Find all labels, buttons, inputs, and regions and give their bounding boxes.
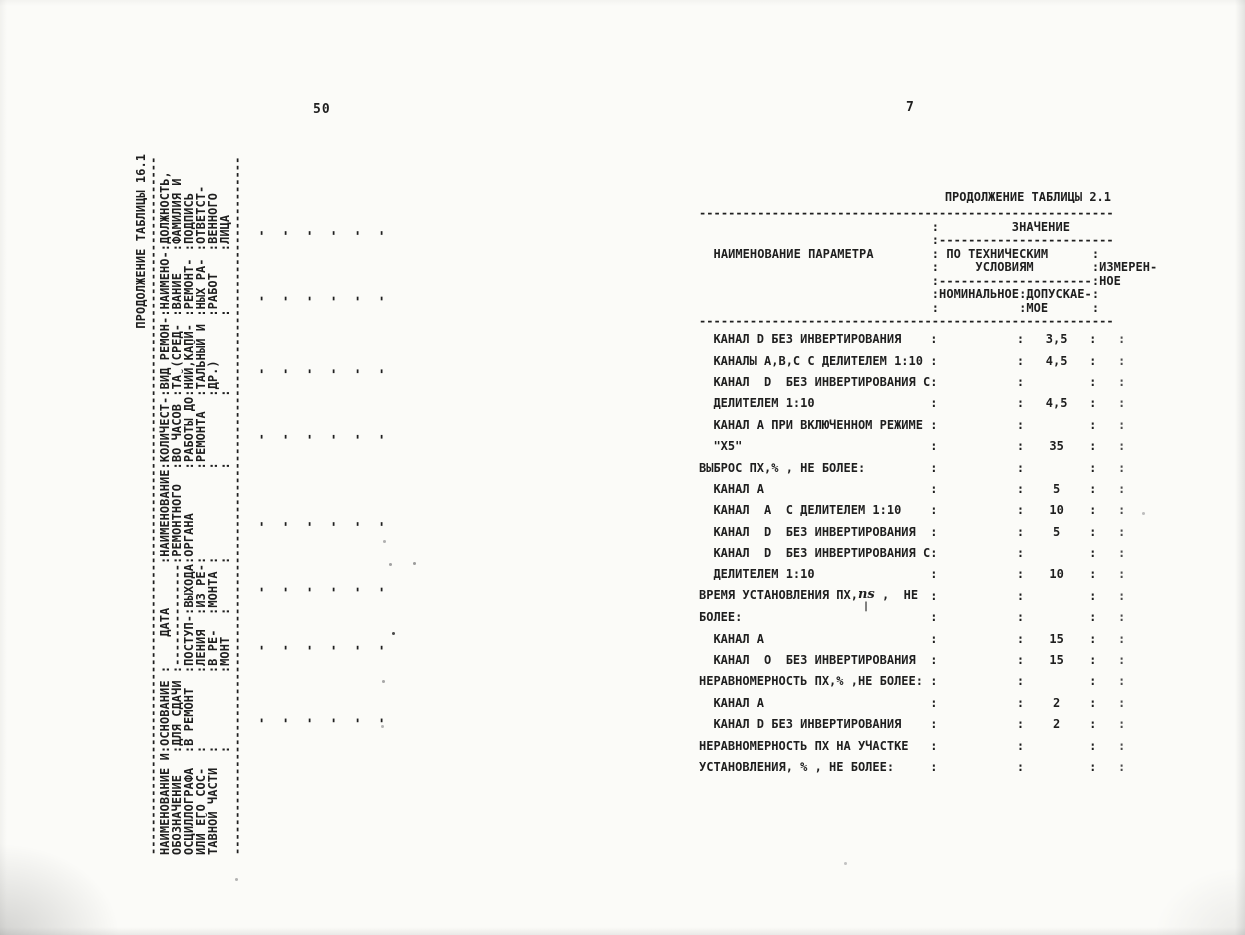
- table-row: [699, 756, 1157, 777]
- cell-parameter-name: [699, 418, 930, 432]
- parameter-name-text: ВРЕМЯ УСТАНОВЛЕНИЯ ПХ,: [699, 588, 858, 603]
- left-table-line: : :МОНТ : : : : : :ЛИЦА: [218, 214, 232, 855]
- parameter-name-text: КАНАЛЫ А,В,С С ДЕЛИТЕЛЕМ 1:10: [699, 353, 923, 368]
- column-separator: :: [1016, 524, 1025, 539]
- table-row: [699, 542, 1157, 563]
- column-separator: :: [930, 695, 938, 710]
- cell-allowed-value: 35: [1049, 439, 1064, 454]
- column-separator: :: [1016, 760, 1025, 774]
- column-separator: :: [1118, 439, 1126, 454]
- column-separator: :: [1089, 396, 1097, 411]
- table-row: [699, 435, 1157, 456]
- table-row: [699, 521, 1157, 542]
- column-separator: :: [1118, 332, 1126, 347]
- right-table-header-line: ---------------------------------------------------------: [699, 206, 1114, 220]
- cell-parameter-name: [699, 760, 930, 774]
- column-separator: :: [930, 738, 938, 753]
- cell-parameter-name: [699, 503, 930, 517]
- table-row: [699, 564, 1157, 585]
- left-table-line: - - - - - - - -: [254, 229, 268, 855]
- right-table-rows: [699, 329, 1157, 778]
- cell-parameter-name: [699, 525, 930, 539]
- cell-allowed-value: 5: [1053, 481, 1061, 496]
- left-table-line: - - - - - - - -: [350, 229, 364, 855]
- parameter-name-text: КАНАЛ D БЕЗ ИНВЕРТИРОВАНИЯ С: [699, 546, 931, 561]
- cell-parameter-name: [699, 739, 930, 753]
- column-separator: :: [1016, 610, 1025, 625]
- cell-parameter-name: [699, 354, 930, 368]
- column-separator: :: [1118, 631, 1126, 646]
- parameter-name-text: КАНАЛ А С ДЕЛИТЕЛЕМ 1:10: [699, 503, 902, 518]
- column-separator: :: [1118, 674, 1126, 689]
- parameter-name-text: КАНАЛ D БЕЗ ИНВЕРТИРОВАНИЯ: [699, 524, 916, 539]
- cell-parameter-name: [699, 674, 930, 688]
- column-separator: :: [1016, 481, 1025, 496]
- left-table-title: ПРОДОЛЖЕНИЕ ТАБЛИЦЫ 16.1: [134, 154, 148, 329]
- column-separator: :: [1118, 353, 1126, 368]
- right-table-header-line: :------------------------: [699, 233, 1114, 247]
- right-table-header-line: :---------------------:НОЕ: [699, 273, 1121, 288]
- column-separator: :: [930, 460, 938, 475]
- column-separator: :: [930, 503, 938, 518]
- column-separator: :: [1016, 674, 1025, 689]
- column-separator: :: [1016, 695, 1025, 710]
- column-separator: :: [930, 481, 938, 496]
- cell-parameter-name: [699, 632, 930, 646]
- column-separator: :: [1089, 588, 1097, 603]
- column-separator: :: [930, 546, 938, 561]
- column-separator: :: [1016, 460, 1025, 475]
- cell-allowed-value: 2: [1053, 717, 1061, 732]
- column-separator: :: [1016, 374, 1025, 389]
- column-separator: :: [1118, 481, 1126, 496]
- parameter-name-text: КАНАЛ D БЕЗ ИНВЕРТИРОВАНИЯ С: [699, 374, 931, 389]
- parameter-name-text: НЕРАВНОМЕРНОСТЬ ПХ,% ,НЕ БОЛЕЕ:: [699, 674, 923, 689]
- column-separator: :: [1089, 546, 1097, 561]
- parameter-name-text: НЕРАВНОМЕРНОСТЬ ПХ НА УЧАСТКЕ: [699, 738, 909, 753]
- table-row: [699, 393, 1157, 414]
- column-separator: :: [1118, 524, 1126, 539]
- right-table-header-line: : ЗНАЧЕНИЕ: [699, 219, 1071, 234]
- column-separator: :: [1089, 460, 1097, 475]
- handwritten-annotation: ns |: [858, 587, 875, 602]
- column-separator: :: [930, 717, 938, 732]
- cell-parameter-name: [699, 588, 930, 603]
- column-separator: :: [1118, 610, 1126, 625]
- column-separator: :: [1089, 738, 1097, 753]
- right-page-number: 7: [906, 100, 915, 115]
- left-table-line: - - - - - - - -: [326, 229, 340, 855]
- left-table-line: ИЛИ ЕГО СОС- : :ЛЕНИЯ :ИЗ РЕ-: :РЕМОНТА :ТАЛЬНЫЙ И :НЫХ РА- :ОТВЕТСТ-: [194, 185, 208, 855]
- cell-parameter-name: [699, 567, 930, 581]
- table-row: [699, 478, 1157, 499]
- column-separator: :: [930, 760, 938, 774]
- cell-allowed-value: 3,5: [1045, 332, 1068, 347]
- right-table-header-line: : УСЛОВИЯМ :ИЗМЕРЕН-: [699, 260, 1158, 274]
- column-separator: :: [1016, 439, 1025, 454]
- cell-parameter-name: [699, 439, 930, 453]
- right-table-header-line: НАИМЕНОВАНИЕ ПАРАМЕТРА : ПО ТЕХНИЧЕСКИМ :: [699, 246, 1100, 261]
- cell-allowed-value: 10: [1049, 503, 1064, 518]
- left-page-number: 50: [313, 102, 331, 117]
- table-row: [699, 714, 1157, 735]
- right-table-header-line: ---------------------------------------------------------: [699, 314, 1114, 328]
- parameter-name-text: ДЕЛИТЕЛЕМ 1:10: [699, 396, 815, 411]
- table-row: [699, 692, 1157, 713]
- column-separator: :: [1016, 417, 1025, 432]
- column-separator: :: [1016, 546, 1025, 561]
- column-separator: :: [1118, 567, 1126, 582]
- table-row: [699, 735, 1157, 756]
- left-table-line: ------------------------------------------------------------------------------------------------: [146, 156, 160, 855]
- column-separator: :: [1016, 588, 1025, 603]
- column-separator: :: [1089, 417, 1097, 432]
- table-row: [699, 500, 1157, 521]
- column-separator: :: [1016, 653, 1025, 668]
- column-separator: :: [1089, 374, 1097, 389]
- column-separator: :: [1118, 738, 1126, 753]
- cell-allowed-value: 5: [1053, 524, 1061, 539]
- table-row: [699, 350, 1157, 371]
- parameter-name-text: КАНАЛ О БЕЗ ИНВЕРТИРОВАНИЯ: [699, 653, 916, 668]
- parameters-table: [699, 191, 1157, 778]
- column-separator: :: [930, 567, 938, 582]
- column-separator: :: [1016, 353, 1025, 368]
- parameter-name-text: БОЛЕЕ:: [699, 610, 743, 625]
- table-row: [699, 414, 1157, 435]
- scan-noise-speckles: [392, 632, 395, 635]
- column-separator: :: [930, 417, 938, 432]
- left-table-body: [147, 150, 387, 855]
- table-row: [699, 649, 1157, 670]
- column-separator: :: [930, 524, 938, 539]
- parameter-name-text: КАНАЛ А ПРИ ВКЛЮЧЕННОМ РЕЖИМЕ: [699, 417, 923, 432]
- column-separator: :: [930, 631, 938, 646]
- cell-parameter-name: [699, 696, 930, 710]
- table-row: [699, 371, 1157, 392]
- right-table-header: [699, 207, 1157, 329]
- left-table-line: - - - - - - - -: [278, 229, 292, 855]
- parameter-name-text: "Х5": [699, 439, 743, 454]
- column-separator: :: [930, 332, 938, 347]
- table-row: [699, 585, 1157, 606]
- table-row: [699, 457, 1157, 478]
- column-separator: :: [1118, 695, 1126, 710]
- column-separator: :: [1118, 417, 1126, 432]
- left-table-line: - - - - - - - -: [374, 229, 388, 855]
- column-separator: :: [930, 588, 938, 603]
- column-separator: :: [930, 439, 938, 454]
- table-row: [699, 671, 1157, 692]
- parameter-name-text: КАНАЛ А: [699, 695, 765, 710]
- right-table-title: ПРОДОЛЖЕНИЕ ТАБЛИЦЫ 2.1: [944, 190, 1111, 204]
- column-separator: :: [1118, 653, 1126, 668]
- parameter-name-text: КАНАЛ D БЕЗ ИНВЕРТИРОВАНИЯ: [699, 717, 902, 732]
- column-separator: :: [930, 396, 938, 411]
- column-separator: :: [1089, 439, 1097, 454]
- column-separator: :: [1016, 332, 1025, 347]
- cell-allowed-value: 10: [1049, 567, 1064, 582]
- cell-parameter-name: [699, 332, 930, 346]
- column-separator: :: [1118, 760, 1126, 774]
- column-separator: :: [1118, 460, 1126, 475]
- cell-parameter-name: [699, 717, 930, 731]
- cell-allowed-value: 15: [1049, 631, 1064, 646]
- table-row: [699, 628, 1157, 649]
- rotated-repair-log-table: [135, 150, 387, 855]
- parameter-name-text: КАНАЛ А: [699, 631, 765, 646]
- right-table-header-line: :НОМИНАЛЬНОЕ:ДОПУСКАЕ-:: [699, 287, 1100, 301]
- column-separator: :: [1118, 717, 1126, 732]
- cell-allowed-value: 2: [1053, 695, 1061, 710]
- column-separator: :: [930, 374, 938, 389]
- cell-parameter-name: [699, 396, 930, 410]
- cell-allowed-value: 4,5: [1045, 396, 1068, 411]
- parameter-name-text: ВЫБРОС ПХ,% , НЕ БОЛЕЕ:: [699, 460, 866, 475]
- column-separator: :: [1118, 588, 1126, 603]
- column-separator: :: [1089, 717, 1097, 732]
- column-separator: :: [930, 674, 938, 689]
- column-separator: :: [1089, 567, 1097, 582]
- column-separator: :: [1016, 717, 1025, 732]
- table-row: [699, 329, 1157, 350]
- column-separator: :: [1089, 760, 1097, 774]
- cell-allowed-value: 15: [1049, 653, 1064, 668]
- column-separator: :: [1089, 353, 1097, 368]
- cell-allowed-value: 4,5: [1045, 353, 1068, 368]
- cell-parameter-name: [699, 482, 930, 496]
- column-separator: :: [1089, 481, 1097, 496]
- column-separator: :: [1118, 503, 1126, 518]
- column-separator: :: [1089, 524, 1097, 539]
- left-table-line: ОБОЗНАЧЕНИЕ :ДЛЯ СДАЧИ :--------------:РЕМОНТНОГО :ВО ЧАСОВ :ТА (СРЕД- :ВАНИЕ :ФАМИЛИЯ И: [170, 178, 184, 855]
- column-separator: :: [930, 353, 938, 368]
- column-separator: :: [1016, 738, 1025, 753]
- parameter-name-text: КАНАЛ D БЕЗ ИНВЕРТИРОВАНИЯ: [699, 332, 902, 347]
- cell-parameter-name: [699, 461, 930, 475]
- column-separator: :: [1118, 546, 1126, 561]
- left-table-line: - - - - - - - -: [302, 229, 316, 855]
- column-separator: :: [1118, 396, 1126, 411]
- cell-parameter-name: [699, 653, 930, 667]
- cell-parameter-name: [699, 610, 930, 624]
- right-table-header-line: : :МОЕ :: [699, 300, 1100, 315]
- left-table-line: ------------------------------------------------------------------------------------------------: [230, 156, 244, 855]
- column-separator: :: [1089, 503, 1097, 518]
- column-separator: :: [1016, 631, 1025, 646]
- parameter-name-text: УСТАНОВЛЕНИЯ, % , НЕ БОЛЕЕ:: [699, 760, 895, 774]
- parameter-name-text: ДЕЛИТЕЛЕМ 1:10: [699, 567, 815, 582]
- cell-parameter-name: [699, 375, 930, 389]
- parameter-name-suffix: , НЕ: [874, 588, 919, 603]
- column-separator: :: [1089, 653, 1097, 668]
- column-separator: :: [1016, 503, 1025, 518]
- left-table-line: НАИМЕНОВАНИЕ И:ОСНОВАНИЕ : ДАТА :НАИМЕНОВАНИЕ:КОЛИЧЕСТ-:ВИД РЕМОН-:НАИМЕНО-:ДОЛЖНОСТЬ,: [158, 171, 172, 855]
- left-table-line: ОСЦИЛЛОГРАФА :В РЕМОНТ :ПОСТУП-:ВЫХОДА:ОРГАНА :РАБОТЫ ДО:НИЙ,КАПИ- :РЕМОНТ- :ПОДПИСЬ: [182, 193, 196, 855]
- column-separator: :: [1118, 374, 1126, 389]
- column-separator: :: [1089, 695, 1097, 710]
- column-separator: :: [1089, 610, 1097, 625]
- column-separator: :: [930, 610, 938, 625]
- column-separator: :: [1016, 396, 1025, 411]
- left-table-line: ТАВНОЙ ЧАСТИ : :В РЕ- :МОНТА : : :ДР.) :РАБОТ :ВЕННОГО: [206, 193, 220, 855]
- column-separator: :: [930, 653, 938, 668]
- column-separator: :: [1089, 332, 1097, 347]
- cell-parameter-name: [699, 546, 930, 560]
- table-row: [699, 607, 1157, 628]
- column-separator: :: [1016, 567, 1025, 582]
- column-separator: :: [1089, 631, 1097, 646]
- parameter-name-text: КАНАЛ А: [699, 481, 765, 496]
- column-separator: :: [1089, 674, 1097, 689]
